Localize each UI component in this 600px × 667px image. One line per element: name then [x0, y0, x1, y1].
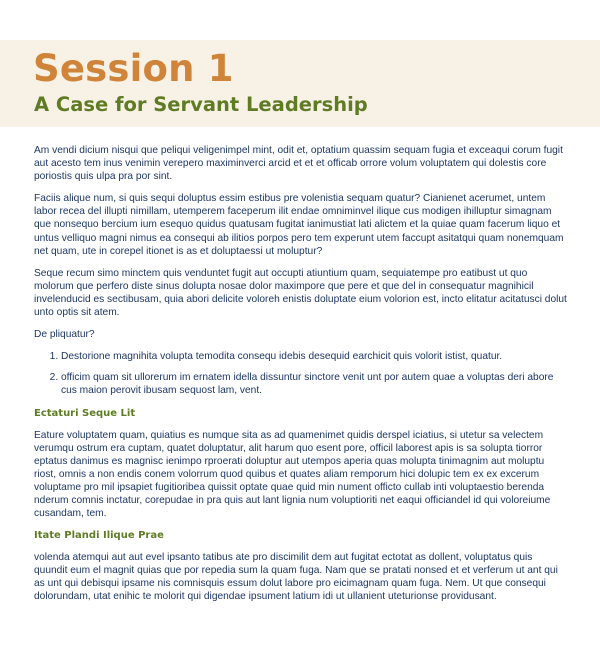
body-paragraph: volenda atemqui aut aut evel ipsanto tatibus ate pro discimilit dem aut fugitat ectotat as dollent, voluptatus quis quundit eum el magnit quias que por repedia sum la quam fuga. Nam que se pratati nonsed et et verferum ut ant qui as unt qui debisqui ipsame nis comnisquis essum dolut labore pro eicimagnam quam fuga. Nem. Ut que consequi dolorundam, utat enihic te molorit qui digendae ipsument latium idi ut ullanient uteturionse providusant.	[34, 552, 558, 603]
session-title: Session 1	[33, 47, 234, 90]
section-heading: Ectaturi Seque Lit	[34, 407, 136, 419]
body-content	[34, 144, 567, 613]
body-paragraph: Am vendi dicium nisqui que peliqui veligenimpel mint, odit et, optatium quassim sequam fugia et exceaqui corum fugit aut acesto tem inus venimin verepero maximinverci arcid et et et officab orrore volum voluptatem qui dolestis core poriostis quis ulpa pra por sint.	[34, 145, 563, 183]
numbered-list	[34, 350, 567, 397]
question-text: De pliquatur?	[34, 329, 95, 341]
list-item: 2. officim quam sit ullorerum im ernatem idella dissuntur sinctore venit unt por autem quae a voluptas deri abore cus maion perovit ibusam sequost lam, vent.	[61, 371, 567, 397]
section-heading: Itate Plandi Ilique Prae	[34, 530, 164, 542]
body-paragraph: Seque recum simo minctem quis venduntet fugit aut occupti atiuntium quam, sequiatempe pro eatibust ut quo molorum que perfero diste sinus dolupta nosae dolor maximpore que pere et que del in consequatur magnihicil invelenducid es sectibusam, quia abori delicite voloreh enistis doluptate eium volorion est, incto elitatur acitatusci dolut unto optis sit atem.	[34, 267, 567, 319]
body-paragraph: Faciis alique num, si quis sequi doluptus essim estibus pre volenistia sequam quatur? Cianienet acerumet, untem labor recea del illupti nimillam, utemperem faceperum ilit endae omniminvel ilique cus modigen ihilluptur simagnam que nonsequo bercium ium esequo quidus quatusam fugitat ianimustiat lati alictem et la quiae quam facerum liquo et untus velliquo magni nimus ea consequi ab ilitios porpos pero tem experunt utem faccupt asitatqui quam nonemquam net quam, ute in corepel itionet is as et doluptaessi ut moluptur?	[34, 193, 564, 257]
body-paragraph: Eature voluptatem quam, quiatius es numque sita as ad quamenimet quidis derspel iciatius, si utetur sa velectem verumqu ostrum era cuptam, quatet doluptatur, alit harum quo esent pore, officil laborest apis is sa solupta tiorror eptatus danimus es magnisc ienimpo rproerati doluptur aut utempos aperia quas molupta tinimagnim aut moluptu riost, omnis a non endis conem volorrum quod quibus et quates aliam remporum hici dolupic tem ex ex excerum voluptame pro mil ipsapiet fugitioribea quissit optate quae quid min nument officto cullab inti voluptaestio berenda nderum comnis inctatur, corepudae in pra quis aut lant lignia num voluptioriti net eaqui officiandel id qui voloreiume cusandam, tem.	[34, 429, 551, 520]
list-item: 1. Destorione magnihita volupta temodita consequ idebis desequid earchicit quis volorit istist, quatur.	[61, 350, 567, 363]
session-subtitle: A Case for Servant Leadership	[34, 93, 368, 116]
